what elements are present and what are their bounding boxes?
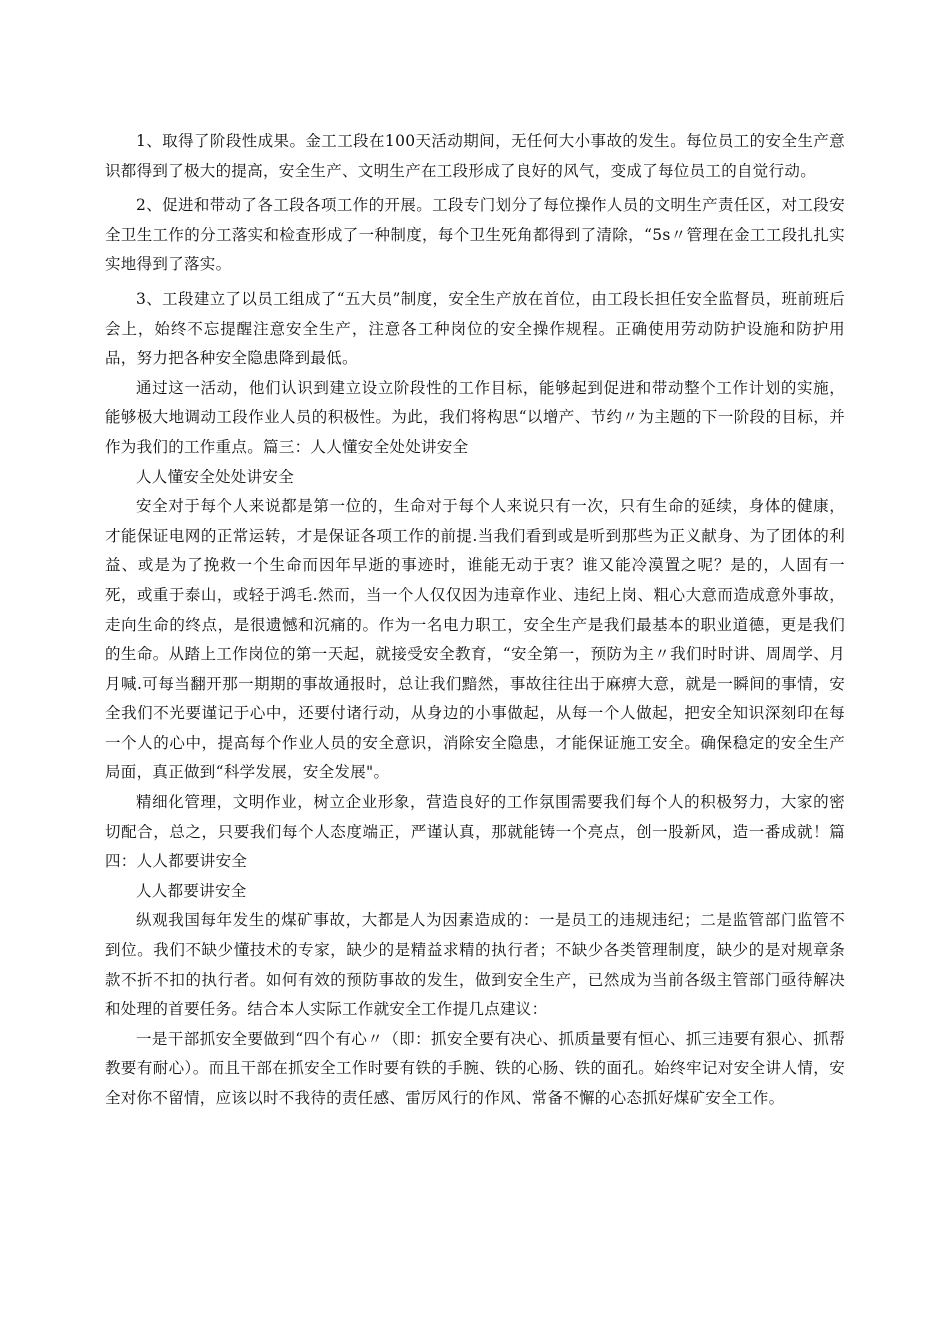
section-heading-safety-everywhere: 人人懂安全处处讲安全 <box>136 467 295 486</box>
paragraph-conclusion: 通过这一活动，他们认识到建立设立阶段性的工作目标，能够起到促进和带动整个工作计划的实施，能够极大地调动工段作业人员的积极性。为此，我们将构思“以增产、节约〃为主题的下一阶段的目标，并作为我们的工作重点。篇三：人人懂安全处处讲安全 <box>105 378 845 456</box>
paragraph-achievement-3: 3、工段建立了以员工组成了“五大员”制度，安全生产放在首位，由工段长担任安全监督员，班前班后会上，始终不忘提醒注意安全生产，注意各工种岗位的安全操作规程。正确使用劳动防护设施和防护用品，努力把各种安全隐患降到最低。 <box>105 289 845 368</box>
section-heading-everyone-safety: 人人都要讲安全 <box>136 881 247 900</box>
paragraph-cadre-suggestion: 一是干部抓安全要做到“四个有心〃（即：抓安全要有决心、抓质量要有恒心、抓三违要有狠心、抓帮教要有耐心）。而且干部在抓安全工作时要有铁的手腕、铁的心肠、铁的面孔。始终牢记对安全讲人情，安全对你不留情，应该以时不我待的责任感、雷厉风行的作风、常备不懈的心态抓好煤矿安全工作。 <box>105 1029 845 1107</box>
document-body <box>105 127 845 1114</box>
paragraph-coal-mine-accidents: 纵观我国每年发生的煤矿事故，大都是人为因素造成的：一是员工的违规违纪；二是监管部门监管不到位。我们不缺少懂技术的专家，缺少的是精益求精的执行者；不缺少各类管理制度，缺少的是对规章条款不折不扣的执行者。如何有效的预防事故的发生，做到安全生产，已然成为当前各级主管部门亟待解决和处理的首要任务。结合本人实际工作就安全工作提几点建议： <box>105 911 845 1019</box>
paragraph-achievement-2: 2、促进和带动了各工段各项工作的开展。工段专门划分了每位操作人员的文明生产责任区，对工段安全卫生工作的分工落实和检查形成了一种制度，每个卫生死角都得到了清除，“5s〃管理在金工工段扎扎实实地得到了落实。 <box>105 196 845 274</box>
paragraph-achievement-1: 1、取得了阶段性成果。金工工段在100天活动期间，无任何大小事故的发生。每位员工的安全生产意识都得到了极大的提高，安全生产、文明生产在工段形成了良好的风气，变成了每位员工的自觉行动。 <box>105 132 845 180</box>
paragraph-safety-first: 安全对于每个人来说都是第一位的，生命对于每个人来说只有一次，只有生命的延续，身体的健康，才能保证电网的正常运转，才是保证各项工作的前提.当我们看到或是听到那些为正义献身、为了团体的利益、或是为了挽救一个生命而因年早逝的事迹时，谁能无动于衷？谁又能冷漠置之呢？是的，人固有一死，或重于泰山，或轻于鸿毛.然而，当一个人仅仅因为违章作业、违纪上岗、粗心大意而造成意外事故，走向生命的终点，是很遗憾和沉痛的。作为一名电力职工，安全生产是我们最基本的职业道德，更是我们的生命。从踏上工作岗位的第一天起，就接受安全教育，“安全第一，预防为主〃我们时时讲、周周学、月月喊.可每当翻开那一期期的事故通报时，总让我们黯然，事故往往出于麻痹大意，就是一瞬间的事情，安全我们不光要谨记于心中，还要付诸行动，从身边的小事做起，从每一个人做起，把安全知识深刻印在每一个人的心中，提高每个作业人员的安全意识，消除安全隐患，才能保证施工安全。确保稳定的安全生产局面，真正做到“科学发展，安全发展"。 <box>105 497 845 782</box>
paragraph-refined-management: 精细化管理，文明作业，树立企业形象，营造良好的工作氛围需要我们每个人的积极努力，大家的密切配合，总之，只要我们每个人态度端正，严谨认真，那就能铸一个亮点，创一股新风，造一番成就！篇四：人人都要讲安全 <box>105 793 845 871</box>
